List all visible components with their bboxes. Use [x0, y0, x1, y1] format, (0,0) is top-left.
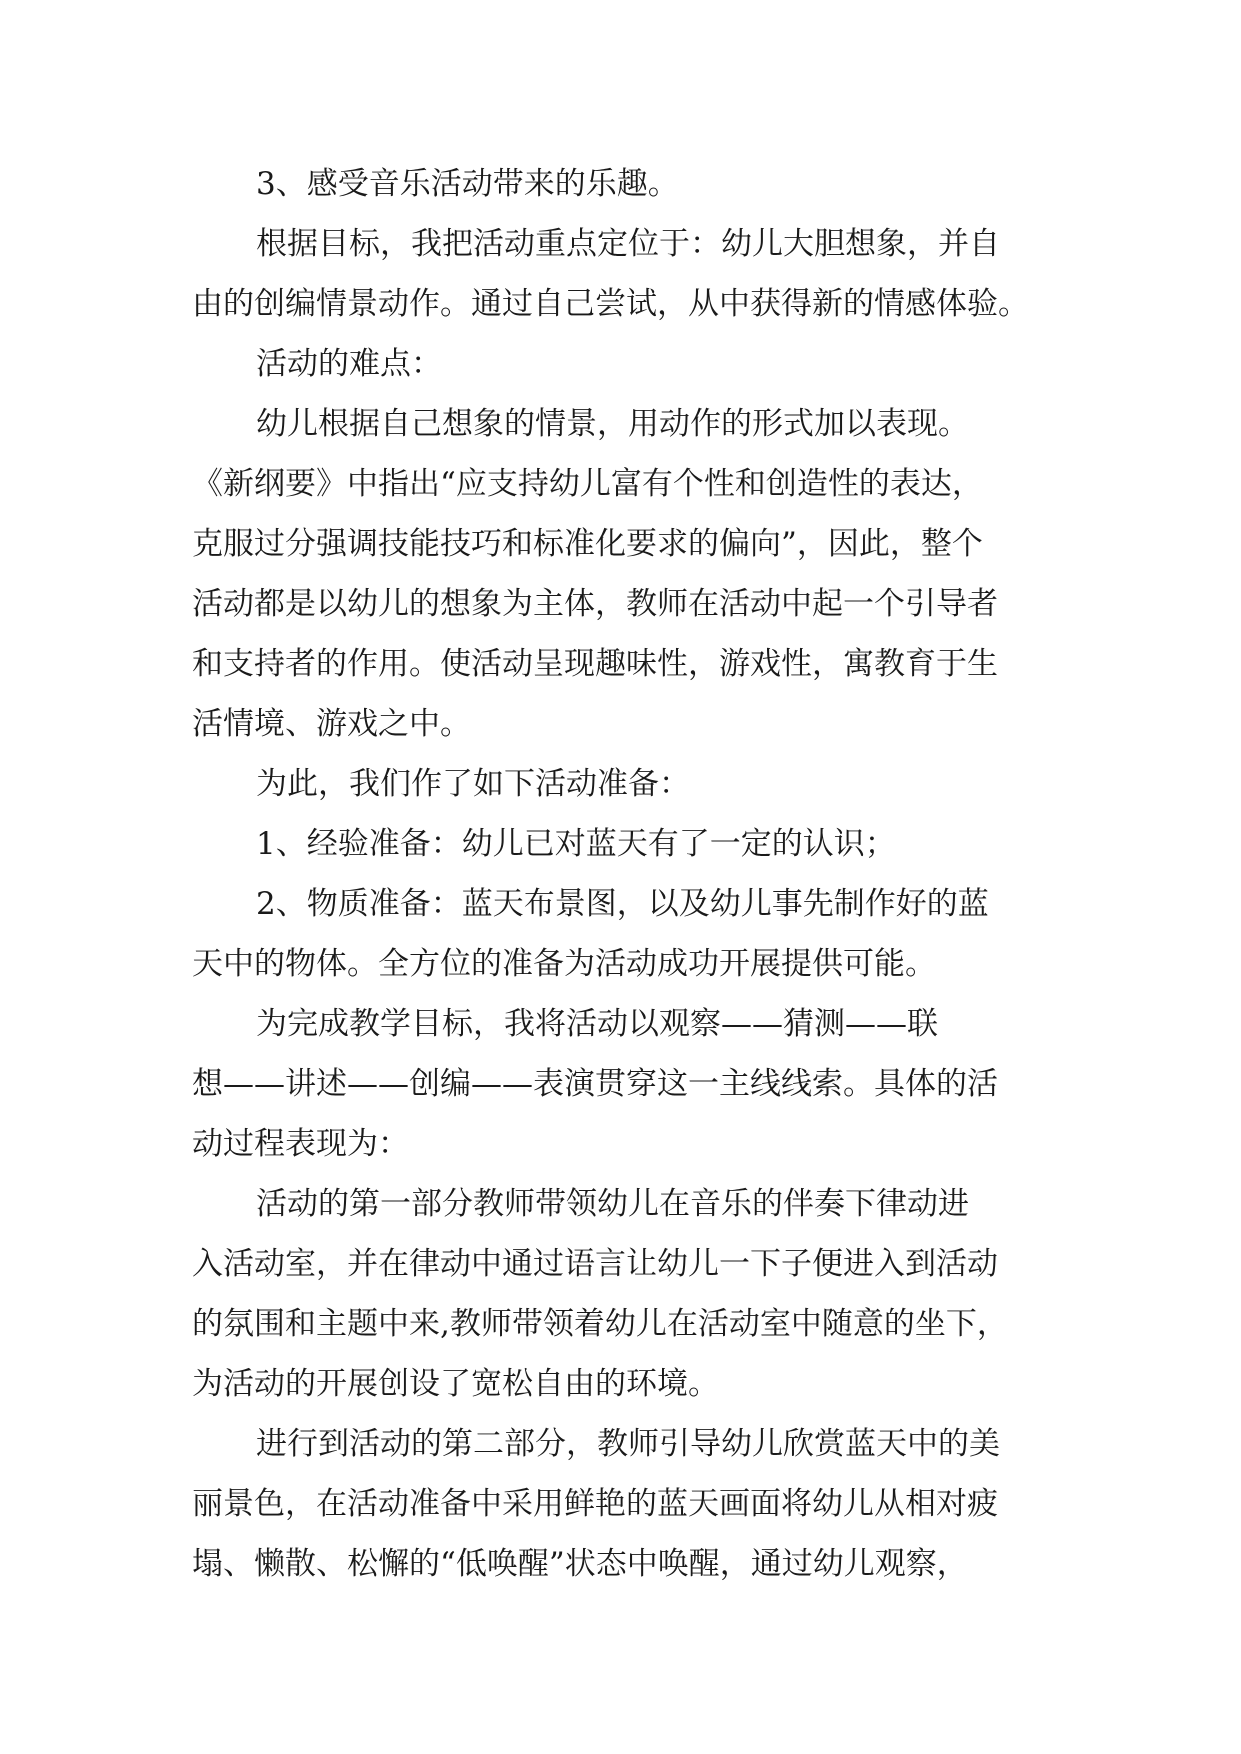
- paragraph-line: 活情境、游戏之中。: [192, 706, 471, 742]
- paragraph-line: 幼儿根据自己想象的情景，用动作的形式加以表现。: [256, 406, 969, 442]
- paragraph-line: 的氛围和主题中来,教师带领着幼儿在活动室中随意的坐下，: [192, 1306, 1008, 1342]
- paragraph-line: 为活动的开展创设了宽松自由的环境。: [192, 1366, 719, 1402]
- paragraph-line: 活动都是以幼儿的想象为主体，教师在活动中起一个引导者: [192, 586, 998, 622]
- paragraph-line: 想——讲述——创编——表演贯穿这一主线线索。具体的活: [192, 1066, 998, 1102]
- paragraph-line: 塌、懒散、松懈的“低唤醒”状态中唤醒，通过幼儿观察，: [192, 1546, 968, 1582]
- paragraph-line: 丽景色，在活动准备中采用鲜艳的蓝天画面将幼儿从相对疲: [192, 1486, 998, 1522]
- paragraph-line: 2、物质准备：蓝天布景图，以及幼儿事先制作好的蓝: [256, 886, 989, 922]
- paragraph-line: 动过程表现为：: [192, 1126, 409, 1162]
- paragraph-line: 1、经验准备：幼儿已对蓝天有了一定的认识；: [256, 826, 896, 862]
- paragraph-line: 为完成教学目标，我将活动以观察——猜测——联: [256, 1006, 938, 1042]
- paragraph-line: 克服过分强调技能技巧和标准化要求的偏向”，因此，整个: [192, 526, 983, 562]
- paragraph-line: 活动的第一部分教师带领幼儿在音乐的伴奏下律动进: [256, 1186, 969, 1222]
- paragraph-line: 天中的物体。全方位的准备为活动成功开展提供可能。: [192, 946, 936, 982]
- paragraph-line: 和支持者的作用。使活动呈现趣味性，游戏性，寓教育于生: [192, 646, 998, 682]
- paragraph-line: 根据目标，我把活动重点定位于：幼儿大胆想象，并自: [256, 226, 1000, 262]
- paragraph-line: 为此，我们作了如下活动准备：: [256, 766, 690, 802]
- paragraph-line: 进行到活动的第二部分，教师引导幼儿欣赏蓝天中的美: [256, 1426, 1000, 1462]
- paragraph-line: 活动的难点：: [256, 346, 442, 382]
- paragraph-line: 3、感受音乐活动带来的乐趣。: [256, 166, 679, 202]
- paragraph-line: 由的创编情景动作。通过自己尝试，从中获得新的情感体验。: [192, 286, 1029, 322]
- paragraph-line: 入活动室，并在律动中通过语言让幼儿一下子便进入到活动: [192, 1246, 998, 1282]
- paragraph-line: 《新纲要》中指出“应支持幼儿富有个性和创造性的表达，: [192, 466, 983, 502]
